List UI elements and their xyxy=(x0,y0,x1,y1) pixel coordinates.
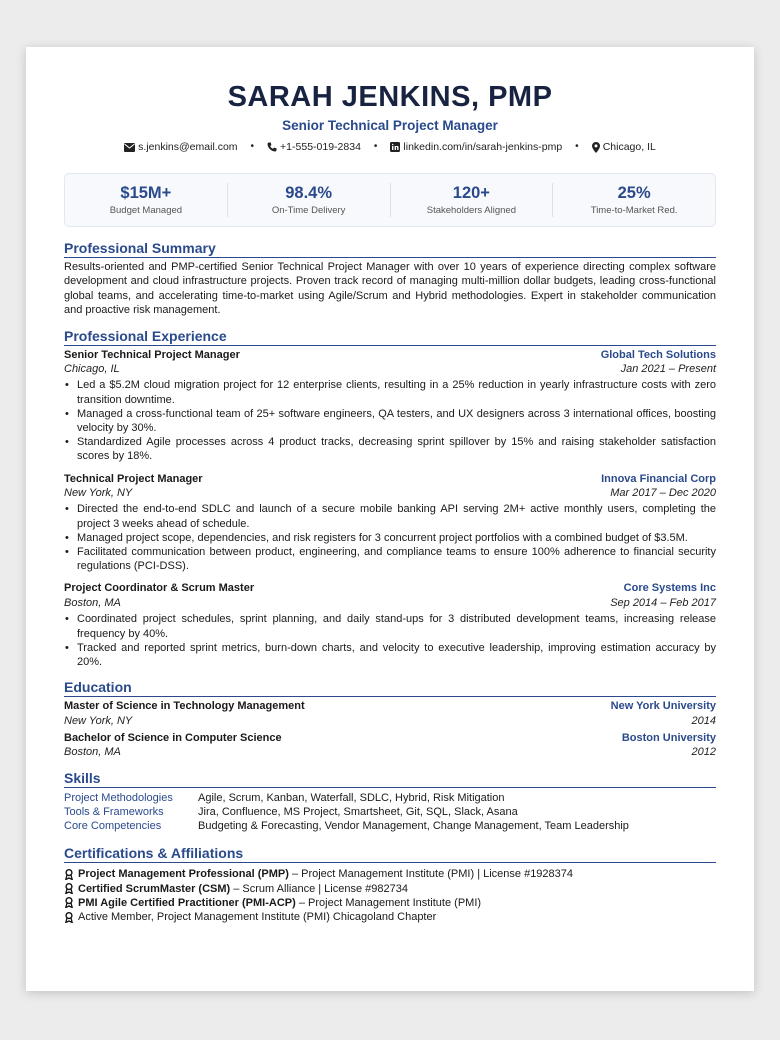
job-header xyxy=(64,472,716,486)
summary-section xyxy=(64,239,716,318)
skills-section xyxy=(64,769,716,834)
metric-label: On-Time Delivery xyxy=(271,205,346,216)
skill-row xyxy=(64,791,716,805)
job-dates: Sep 2014 – Feb 2017 xyxy=(610,596,716,609)
degree: Master of Science in Technology Management xyxy=(64,700,305,713)
school: New York University xyxy=(610,700,716,713)
contact-bar xyxy=(64,140,716,154)
linkedin-text: linkedin.com/in/sarah-jenkins-pmp xyxy=(403,141,563,153)
job-dates: Jan 2021 – Present xyxy=(620,363,716,376)
location-text: Chicago, IL xyxy=(602,141,656,153)
education-header xyxy=(64,731,716,745)
job-bullets xyxy=(64,502,716,573)
bullet-item: • Coordinated project schedules, sprint planning, and daily stand-ups for 3 distributed development teams, increasing release frequency by 40%. xyxy=(64,612,716,640)
skill-category: Project Methodologies xyxy=(64,791,173,804)
certification-detail: – Scrum Alliance | License #982734 xyxy=(230,882,408,895)
skill-category: Tools & Frameworks xyxy=(64,805,164,818)
certification-name: Project Management Professional (PMP) xyxy=(78,868,289,881)
certification-item xyxy=(64,896,716,910)
job-meta xyxy=(64,486,716,500)
job-entry xyxy=(64,581,716,669)
skill-list: Agile, Scrum, Kanban, Waterfall, SDLC, Hybrid, Risk Mitigation xyxy=(198,791,505,804)
skill-list: Budgeting & Forecasting, Vendor Management, Change Management, Team Leadership xyxy=(198,820,629,833)
experience-section xyxy=(64,327,716,669)
job-dates: Mar 2017 – Dec 2020 xyxy=(610,487,716,500)
school-location: Boston, MA xyxy=(64,746,121,759)
job-location: Chicago, IL xyxy=(64,363,120,376)
resume-page xyxy=(26,47,754,991)
degree: Bachelor of Science in Computer Science xyxy=(64,731,282,744)
certification-text xyxy=(78,867,573,881)
contact-email[interactable] xyxy=(124,140,237,154)
skill-list: Jira, Confluence, MS Project, Smartsheet, Git, SQL, Slack, Asana xyxy=(198,805,518,818)
certification-name: PMI Agile Certified Practitioner (PMI-ACP) xyxy=(78,896,296,909)
map-pin-icon xyxy=(592,142,600,153)
contact-separator: • xyxy=(575,141,579,152)
metric-value: $15M+ xyxy=(120,184,172,202)
metric-stakeholders xyxy=(391,183,554,217)
certification-item xyxy=(64,910,716,924)
certification-text xyxy=(78,910,436,924)
contact-phone[interactable] xyxy=(267,140,361,154)
job-location: Boston, MA xyxy=(64,596,121,609)
bullet-item: • Managed project scope, dependencies, and risk registers for 3 concurrent project portfolios with a combined budget of $3.5M. xyxy=(64,531,716,545)
skill-row xyxy=(64,819,716,833)
metric-time-to-market xyxy=(553,183,715,217)
job-location: New York, NY xyxy=(64,487,133,500)
metric-label: Time-to-Market Red. xyxy=(590,205,678,216)
award-icon xyxy=(64,883,74,894)
section-heading: Certifications & Affiliations xyxy=(64,844,716,863)
metric-label: Stakeholders Aligned xyxy=(426,205,516,216)
contact-separator: • xyxy=(250,141,255,152)
job-company: Core Systems Inc xyxy=(623,582,716,595)
bullet-item: • Standardized Agile processes across 4 product tracks, decreasing sprint spillover by 15% and raising stakeholder satisfaction scores by 18%. xyxy=(64,435,716,463)
job-header xyxy=(64,348,716,362)
graduation-year: 2012 xyxy=(691,746,716,759)
contact-location xyxy=(592,140,656,154)
certifications-section xyxy=(64,844,716,924)
school: Boston University xyxy=(621,731,716,744)
job-company: Global Tech Solutions xyxy=(600,348,716,361)
education-entry xyxy=(64,731,716,760)
job-company: Innova Financial Corp xyxy=(601,472,716,485)
skill-category: Core Competencies xyxy=(64,820,162,833)
award-icon xyxy=(64,912,74,923)
certification-text xyxy=(78,896,481,910)
school-location: New York, NY xyxy=(64,714,133,727)
job-role: Senior Technical Project Manager xyxy=(64,348,240,361)
candidate-title: Senior Technical Project Manager xyxy=(282,118,498,133)
bullet-item: • Led a $5.2M cloud migration project for 12 enterprise clients, resulting in a 25% reduction in yearly infrastructure costs with zero transition downtime. xyxy=(64,378,716,406)
section-heading: Skills xyxy=(64,769,716,788)
education-header xyxy=(64,699,716,713)
job-role: Project Coordinator & Scrum Master xyxy=(64,582,255,595)
metric-label: Budget Managed xyxy=(109,205,183,216)
envelope-icon xyxy=(124,143,135,152)
award-icon xyxy=(64,897,74,908)
section-heading: Education xyxy=(64,678,716,697)
certification-item xyxy=(64,882,716,896)
metric-budget xyxy=(65,183,228,217)
phone-text: +1-555-019-2834 xyxy=(280,141,361,153)
metrics-panel xyxy=(64,173,716,227)
award-icon xyxy=(64,869,74,880)
bullet-item: • Tracked and reported sprint metrics, burn-down charts, and velocity to executive leadership, improving estimation accuracy by 20%. xyxy=(64,641,716,669)
job-role: Technical Project Manager xyxy=(64,472,203,485)
summary-text: Results-oriented and PMP-certified Senior Technical Project Manager with over 10 years of experience directing complex software development and cloud infrastructure projects. Proven track record of managing multi-million dollar budgets, leading cross-functional global teams, and accelerating time-to-market using Agile/Scrum and Hybrid methodologies. Expert in stakeholder communication and proactive risk management. xyxy=(64,261,716,317)
bullet-item: • Directed the end-to-end SDLC and launch of a secure mobile banking API serving 2M+ active monthly users, completing the project 3 weeks ahead of schedule. xyxy=(64,502,716,530)
phone-icon xyxy=(267,142,277,152)
education-section xyxy=(64,678,716,760)
section-heading: Professional Experience xyxy=(64,327,716,346)
metric-value: 120+ xyxy=(452,184,490,202)
job-meta xyxy=(64,362,716,376)
job-bullets xyxy=(64,378,716,463)
bullet-item: • Facilitated communication between product, engineering, and compliance teams to ensure 100% adherence to financial security regulations (PCI-DSS). xyxy=(64,545,716,573)
metric-delivery xyxy=(228,183,391,217)
job-entry xyxy=(64,348,716,464)
linkedin-icon xyxy=(390,142,400,152)
certification-detail: Active Member, Project Management Institute (PMI) Chicagoland Chapter xyxy=(78,910,437,923)
job-meta xyxy=(64,596,716,610)
certification-detail: – Project Management Institute (PMI) xyxy=(295,896,482,909)
section-heading: Professional Summary xyxy=(64,239,716,258)
education-entry xyxy=(64,699,716,728)
bullet-item: • Managed a cross-functional team of 25+ software engineers, QA testers, and UX designers across 3 international offices, boosting velocity by 30%. xyxy=(64,407,716,435)
certification-item xyxy=(64,867,716,881)
job-entry xyxy=(64,472,716,574)
graduation-year: 2014 xyxy=(691,714,716,727)
certification-name: Certified ScrumMaster (CSM) xyxy=(78,882,231,895)
contact-separator: • xyxy=(373,141,378,152)
certification-detail: – Project Management Institute (PMI) | License #1928374 xyxy=(288,868,574,881)
metric-value: 25% xyxy=(617,184,651,202)
certification-text xyxy=(78,882,408,896)
candidate-name: SARAH JENKINS, PMP xyxy=(227,81,553,113)
job-header xyxy=(64,581,716,595)
resume-content xyxy=(64,77,716,924)
education-meta xyxy=(64,714,716,728)
metric-value: 98.4% xyxy=(285,184,333,202)
skills-table xyxy=(64,791,716,834)
contact-linkedin[interactable] xyxy=(390,140,562,154)
certification-list xyxy=(64,867,716,924)
job-bullets xyxy=(64,612,716,669)
education-meta xyxy=(64,745,716,759)
skill-row xyxy=(64,805,716,819)
email-text: s.jenkins@email.com xyxy=(138,141,238,153)
